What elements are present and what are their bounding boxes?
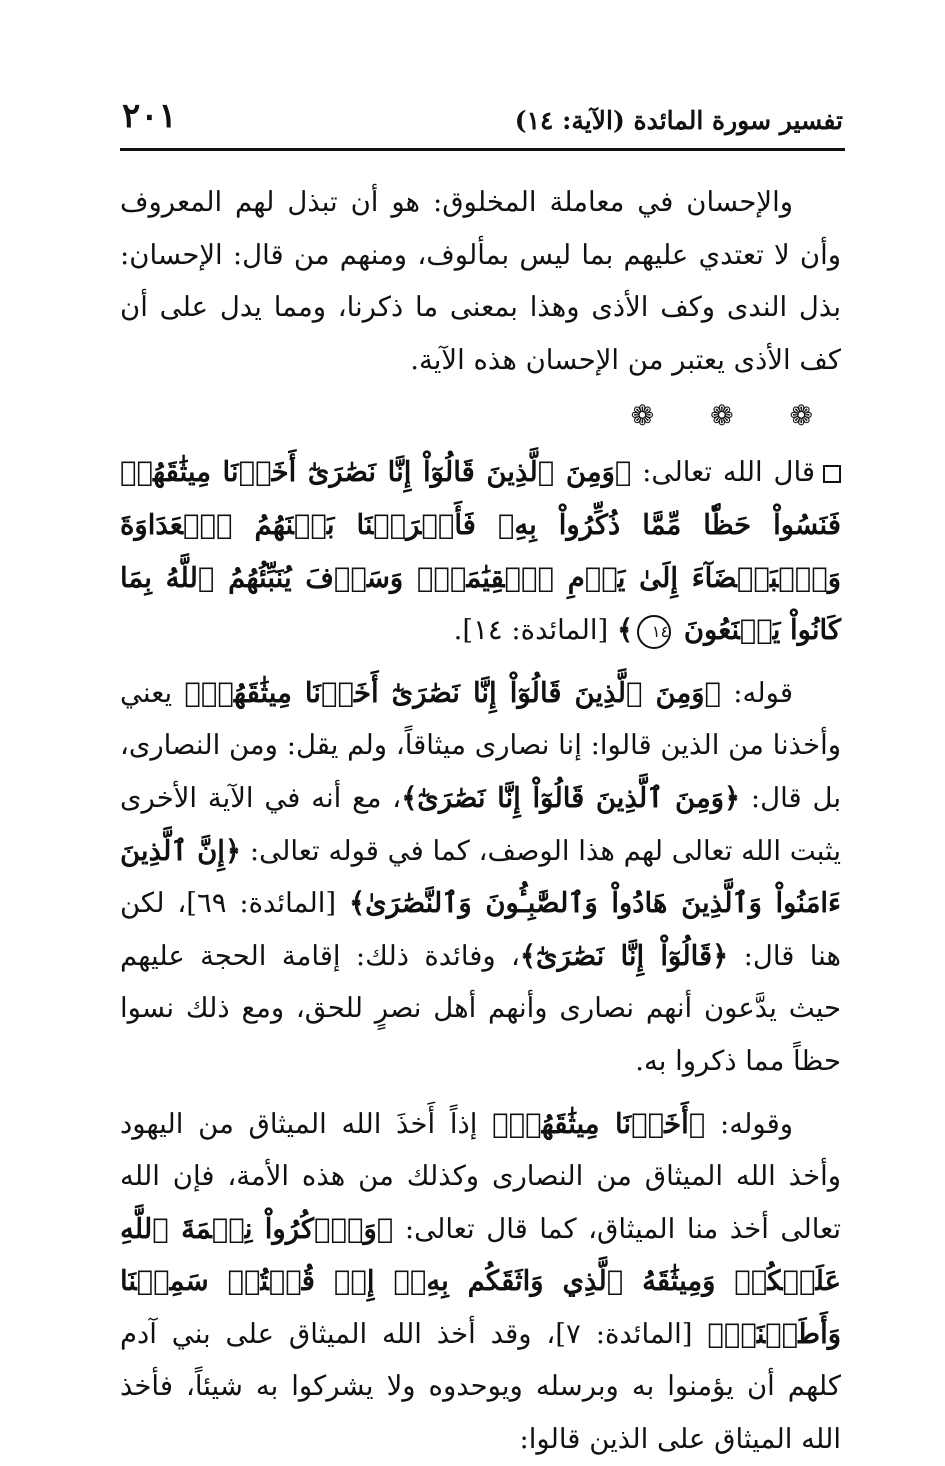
commentary-paragraph-2 <box>120 1098 841 1466</box>
commentary-text: قوله: <box>733 676 793 709</box>
running-title: تفسير سورة المائدة (الآية: ١٤) <box>514 106 843 135</box>
page-number: ٢٠١ <box>122 96 177 136</box>
verse-intro: قال الله تعالى: <box>642 456 816 489</box>
quoted-verse: ﴿وَٱذۡكُرُواْ نِعۡمَةَ ٱللَّهِ عَلَيۡكُمۡ وَمِيثَٰقَهُ ٱلَّذِي وَاثَقَكُم بِهِۦٓ إِذۡ قُلۡتُمۡ سَمِعۡنَا وَأَطَعۡنَاۖ﴾ <box>120 1212 841 1350</box>
square-bullet-icon <box>823 465 841 483</box>
quoted-verse: ﴿أَخَذۡنَا مِيثَٰقَهُمۡ﴾ <box>492 1107 706 1140</box>
commentary-text: يعني وأخذنا من الذين قالوا: إنا نصارى ميثاقاً، ولم يقل: ومن النصارى، بل قال: <box>120 676 841 814</box>
quran-verse: ﴿وَمِنَ ٱلَّذِينَ قَالُوٓاْ إِنَّا نَصَٰرَىٰٓ أَخَذۡنَا مِيثَٰقَهُمۡ فَنَسُواْ حَظّٗا مِّمَّا ذُكِّرُواْ بِهِۦ فَأَغۡرَيۡنَا بَيۡنَهُمُ ٱلۡعَدَاوَةَ وَٱلۡبَغۡضَآءَ إِلَىٰ يَوۡمِ ٱلۡقِيَٰمَةِۚ وَسَوۡفَ يُنَبِّئُهُمُ ٱللَّهُ بِمَا كَانُواْ يَصۡنَعُونَ <box>120 456 841 647</box>
running-header <box>122 92 843 142</box>
separator-star-icon: ❁ <box>789 399 841 433</box>
commentary-text: [المائدة: ٦٩]، لكن هنا قال: <box>120 887 841 972</box>
quoted-verse: ﴿وَمِنَ ٱلَّذِينَ قَالُوٓاْ إِنَّا نَصَٰرَىٰٓ أَخَذۡنَا مِيثَٰقَهُمۡ﴾ <box>184 676 721 709</box>
paragraph-gap <box>120 1088 841 1098</box>
commentary-text: وقوله: <box>719 1107 793 1140</box>
body-text <box>120 176 841 1466</box>
quoted-verse: ﴿إِنَّ ٱلَّذِينَ ءَامَنُواْ وَٱلَّذِينَ هَادُواْ وَٱلصَّٰبِـُٔونَ وَٱلنَّصَٰرَىٰ﴾ <box>120 834 841 920</box>
ayah-number-medallion-icon: ١٤ <box>637 615 671 649</box>
separator-star-icon: ❁ <box>710 399 762 433</box>
separator-star-icon: ❁ <box>630 399 683 433</box>
quoted-verse: ﴿وَمِنَ ٱلَّذِينَ قَالُوٓاْ إِنَّا نَصَٰرَىٰٓ﴾ <box>401 781 741 814</box>
verse-reference: [المائدة: ١٤]. <box>453 614 609 647</box>
verse-paragraph <box>120 446 841 656</box>
commentary-text: إذاً أَخذَ الله الميثاق من اليهود وأخذ الله الميثاق من النصارى وكذلك من هذه الأمة، فإن الله تعالى أخذ منا الميثاق، كما قال تعالى: <box>120 1107 841 1245</box>
section-separator <box>120 386 841 446</box>
verse-closing-bracket: ﴾ <box>616 614 634 647</box>
paragraph-ihsan <box>120 176 841 386</box>
commentary-text: [المائدة: ٧]، وقد أخذ الله الميثاق على بني آدم كلهم أن يؤمنوا به وبرسله ويوحدوه ولا يشركوا به شيئاً، فأخذ الله الميثاق على الذين قالوا: <box>120 1317 841 1456</box>
commentary-text: ، وفائدة ذلك: إقامة الحجة عليهم حيث يدَّعون أنهم نصارى وأنهم أهل نصرٍ للحق، ومع ذلك نسوا حظاً مما ذكروا به. <box>120 939 841 1077</box>
paragraph-gap <box>120 657 841 667</box>
commentary-paragraph-1 <box>120 667 841 1088</box>
quoted-verse: ﴿قَالُوٓاْ إِنَّا نَصَٰرَىٰٓ﴾ <box>519 939 729 972</box>
paragraph-ihsan-text: والإحسان في معاملة المخلوق: هو أن تبذل لهم المعروف وأن لا تعتدي عليهم بما ليس بمألوف، ومنهم من قال: الإحسان: بذل الندى وكف الأذى وهذا بمعنى ما ذكرنا، ومما يدل على أن كف الأذى يعتبر من الإحسان هذه الآية. <box>120 186 841 376</box>
header-rule <box>120 148 845 151</box>
commentary-text: ، مع أنه في الآية الأخرى يثبت الله تعالى لهم هذا الوصف، كما في قوله تعالى: <box>120 781 841 867</box>
